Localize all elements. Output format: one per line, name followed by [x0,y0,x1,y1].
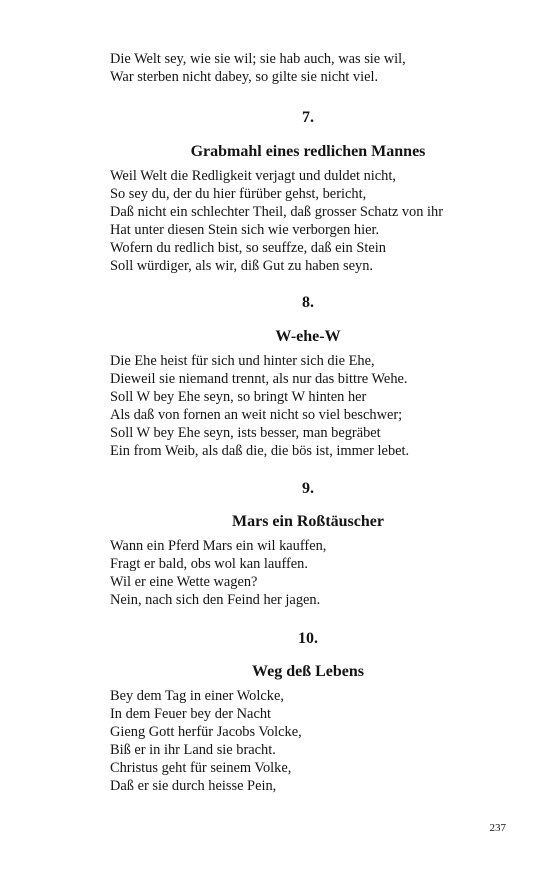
intro-verse [110,50,510,86]
poem-verse [110,352,510,460]
poem-title: W-ehe-W [275,328,341,345]
page-number: 237 [489,822,506,834]
verse-line: Gieng Gott herfür Jacobs Volcke, [110,724,302,740]
verse-line: War sterben nicht dabey, so gilte sie nicht viel. [110,69,379,85]
verse-line: Die Ehe heist für sich und hinter sich die Ehe, [110,353,375,369]
poem-title: Mars ein Roßtäuscher [232,513,384,530]
poem-verse [110,687,510,795]
verse-line: Biß er in ihr Land sie bracht. [110,742,276,758]
verse-line: Die Welt sey, wie sie wil; sie hab auch, was sie wil, [110,51,406,67]
verse-line: Wil er eine Wette wagen? [110,574,258,590]
verse-line: Daß er sie durch heisse Pein, [110,778,277,794]
verse-line: Christus geht für seinem Volke, [110,760,292,776]
verse-line: Fragt er bald, obs wol kan lauffen. [110,556,308,572]
verse-line: Dieweil sie niemand trennt, als nur das bittre Wehe. [110,371,408,387]
verse-line: Bey dem Tag in einer Wolcke, [110,688,284,704]
poem-title: Grabmahl eines redlichen Mannes [190,143,426,160]
verse-line: Soll W bey Ehe seyn, so bringt W hinten her [110,389,367,405]
verse-line: Wann ein Pferd Mars ein wil kauffen, [110,538,327,554]
verse-line: Soll W bey Ehe seyn, ists besser, man begräbet [110,425,381,441]
poem-verse [110,537,510,609]
verse-line: Als daß von fornen an weit nicht so viel beschwer; [110,407,403,423]
verse-line: Wofern du redlich bist, so seuffze, daß ein Stein [110,240,386,256]
poem-title: Weg deß Lebens [251,663,364,680]
poem-number: 10. [298,630,318,647]
verse-line: Ein from Weib, als daß die, die bös ist, immer lebet. [110,443,410,459]
poem-number: 8. [302,294,314,311]
poem-verse [110,167,510,275]
poem-number: 7. [302,109,314,126]
verse-line: Daß nicht ein schlechter Theil, daß grosser Schatz von ihr [110,204,444,220]
verse-line: Soll würdiger, als wir, diß Gut zu haben seyn. [110,258,374,274]
verse-line: Weil Welt die Redligkeit verjagt und duldet nicht, [110,168,396,184]
verse-line: Hat unter diesen Stein sich wie verborgen hier. [110,222,380,238]
verse-line: Nein, nach sich den Feind her jagen. [110,592,321,608]
verse-line: So sey du, der du hier fürüber gehst, bericht, [110,186,367,202]
verse-line: In dem Feuer bey der Nacht [110,706,272,722]
poem-number: 9. [302,480,314,497]
